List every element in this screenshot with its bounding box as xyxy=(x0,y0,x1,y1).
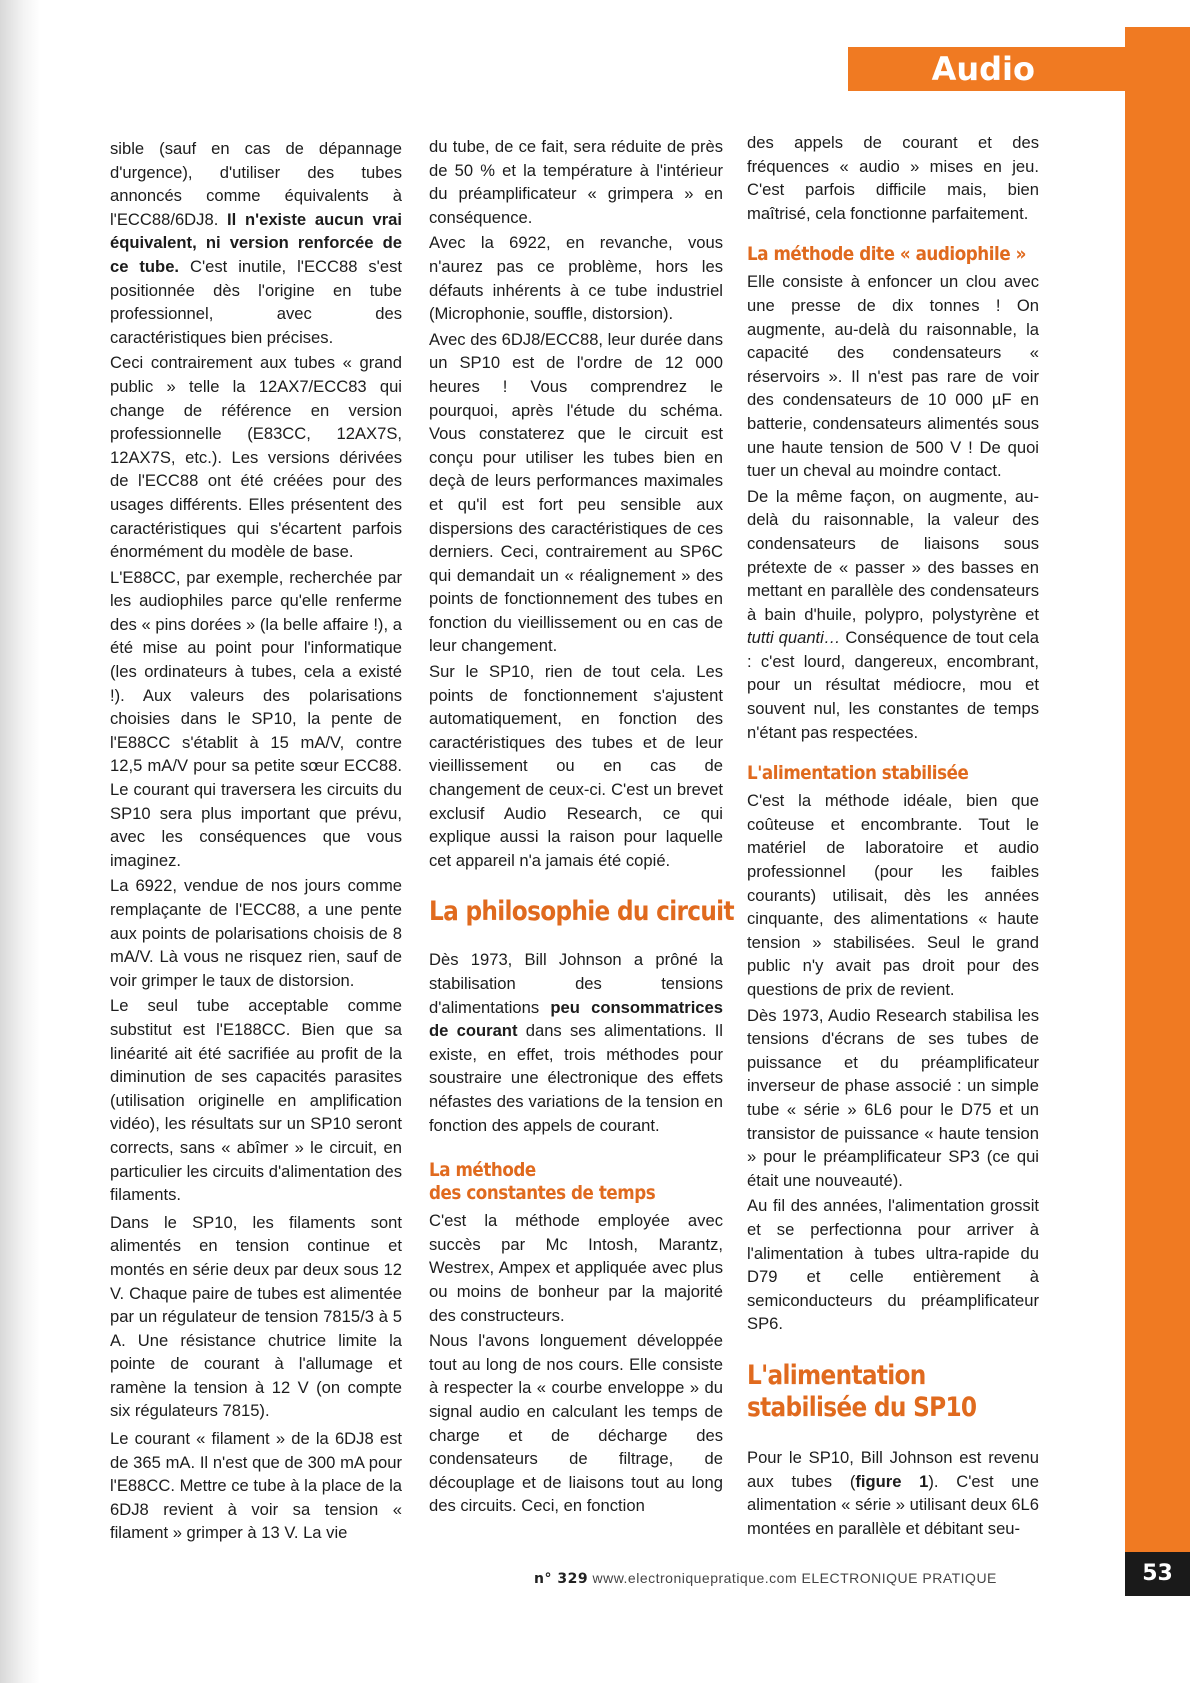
subheading-audiophile: La méthode dite « audiophile » xyxy=(747,243,1026,266)
paragraph: Au fil des années, l'alimentation grossit et se perfectionna pour arriver à l'alimentation à tubes ultra-rapide du D79 et celle entièrement à semiconducteurs du préamplificateur SP6. xyxy=(747,1196,1039,1334)
text: Dès 1973, Bill Johnson a prôné la stabilisation des tensions d'alimentations xyxy=(429,950,723,1017)
italic-text: tutti quanti… xyxy=(747,628,841,648)
text: dans ses alimentations. Il existe, en effet, trois méthodes pour soustraire une électronique des effets néfastes des variations de la tension en fonction des appels de courant. xyxy=(429,1021,723,1135)
magazine-name: ELECTRONIQUE PRATIQUE xyxy=(801,1570,997,1586)
paragraph: La 6922, vendue de nos jours comme remplaçante de l'ECC88, a une pente aux points de polarisations choisis de 8 mA/V. Là vous ne risquez rien, sauf de voir grimper le taux de distorsion. xyxy=(110,876,402,990)
text: Pour le SP10, Bill Johnson est revenu aux tubes ( xyxy=(747,1447,1039,1491)
paragraph xyxy=(747,485,1039,745)
page-number: 53 xyxy=(1125,1552,1190,1596)
paragraph: L'E88CC, par exemple, recherchée par les audiophiles parce qu'elle renferme des « pins dorées » (la belle affaire !), a été mise au point pour l'informatique (les ordinateurs à tubes, cela a existé !). Aux valeurs des polarisations choisies dans le SP10, la pente de l'E88CC s'établit à 15 mA/V, contre 12,5 mA/V pour sa petite sœur ECC88. Le courant qui traversera les circuits du SP10 sera plus important que prévu, avec les conséquences que vous imaginez. xyxy=(110,567,402,870)
paragraph xyxy=(747,1446,1039,1540)
section-heading-sp10-line1: L'alimentation xyxy=(747,1359,926,1391)
paragraph: C'est la méthode employée avec succès par Mc Intosh, Marantz, Westrex, Ampex et appliquée avec plus ou moins de bonheur par la majorité des constructeurs. xyxy=(429,1211,723,1325)
text-column-1 xyxy=(110,137,402,1547)
text: De la même façon, on augmente, au-delà du raisonnable, la valeur des condensateurs de liaisons sous prétexte de « passer » des basses en mettant en parallèle des condensateurs à bain d'huile, polypro, polystyrène et xyxy=(747,486,1039,624)
text: sible (sauf en cas de dépannage d'urgence), d'utiliser des tubes annoncés comme équivalents à l'ECC88/6DJ8. xyxy=(110,139,402,229)
paragraph: Le seul tube acceptable comme substitut est l'E188CC. Bien que sa linéarité ait été sacrifiée au profit de la diminution de ses capacités parasites (utilisation originelle en amplification vidéo), les résultats sur un SP10 seront corrects, sans « abîmer » le circuit, en particulier les circuits d'alimentation des filaments. xyxy=(110,996,402,1205)
text-column-2 xyxy=(429,135,734,1520)
paragraph: Le courant « filament » de la 6DJ8 est de 365 mA. Il n'est que de 300 mA pour l'E88CC. Mettre ce tube à la place de la 6DJ8 revient à voir sa tension « filament » grimper à 13 V. La vie xyxy=(110,1429,402,1543)
bold-text: peu consommatrices de courant xyxy=(429,997,723,1041)
section-heading-philosophie: La philosophie du circuit xyxy=(429,896,734,928)
subheading-methode-line2: des constantes de temps xyxy=(429,1182,656,1205)
text: ). C'est une alimentation « série » utilisant deux 6L6 montées en parallèle et débitant seu- xyxy=(747,1471,1039,1538)
paragraph: Dans le SP10, les filaments sont alimentés en tension continue et montés en série deux par deux sous 12 V. Chaque paire de tubes est alimentée par un régulateur de tension 7815/3 à 5 A. Une résistance chutrice limite la pointe de courant à l'allumage et ramène la tension à 12 V (on compte six régulateurs 7815). xyxy=(110,1212,402,1421)
text: C'est inutile, l'ECC88 s'est positionnée dès l'origine en tube professionnel, avec des caractéristiques bien précises. xyxy=(110,256,402,347)
paragraph: Avec la 6922, en revanche, vous n'aurez pas ce problème, hors les défauts inhérents à ce tube industriel (Microphonie, souffle, distorsion). xyxy=(429,233,723,324)
subheading-methode-line1: La méthode xyxy=(429,1159,536,1182)
section-heading-sp10-line2: stabilisée du SP10 xyxy=(747,1391,977,1423)
paragraph: Elle consiste à enfoncer un clou avec une presse de dix tonnes ! On augmente, au-delà du raisonnable, la capacité des condensateurs « réservoirs ». Il n'est pas rare de voir des condensateurs de 10 000 µF en batterie, condensateurs alimentés sous une haute tension de 500 V ! De quoi tuer un cheval au moindre contact. xyxy=(747,272,1039,481)
bold-text: Il n'existe aucun vrai équivalent, ni version renforcée de ce tube. xyxy=(110,209,402,276)
paragraph: Ceci contrairement aux tubes « grand public » telle la 12AX7/ECC83 qui change de référence en version professionnelle (E83CC, 12AX7S, 12AX7S, etc.). Les versions dérivées de l'ECC88 ont été créées pour des usages différents. Elles présentent des caractéristiques qui s'écartent parfois énormément du modèle de base. xyxy=(110,353,402,562)
paragraph xyxy=(110,137,402,349)
paragraph: Nous l'avons longuement développée tout au long de nos cours. Elle consiste à respecter la « courbe enveloppe » du signal audio en calculant les temps de charge et de décharge des condensateurs de filtrage, de découplage et de liaisons tout au long des circuits. Ceci, en fonction xyxy=(429,1331,723,1516)
bold-text: figure 1 xyxy=(855,1471,929,1491)
issue-number: n° 329 xyxy=(534,1571,589,1587)
text: Conséquence de tout cela : c'est lourd, dangereux, encombrant, pour un résultat médiocre, mou et souvent nul, les constantes de temps n'étant pas respectées. xyxy=(747,628,1039,742)
paragraph: des appels de courant et des fréquences « audio » mises en jeu. C'est parfois difficile mais, bien maîtrisé, cela fonctionne parfaitement. xyxy=(747,133,1039,223)
paragraph xyxy=(429,948,723,1137)
page-footer xyxy=(534,1570,997,1587)
website: www.electroniquepratique.com xyxy=(592,1570,798,1586)
text-column-3 xyxy=(747,131,1039,1542)
paragraph: Dès 1973, Audio Research stabilisa les tensions d'écrans de ses tubes de puissance et du préamplificateur inverseur de phase associé : un simple tube « série » 6L6 pour le D75 et un transistor de puissance « haute tension » pour le préamplificateur SP3 (ce qui était une nouveauté). xyxy=(747,1005,1039,1190)
section-tab: Audio xyxy=(848,47,1125,91)
orange-edge-strip xyxy=(1125,27,1190,1575)
binding-shadow xyxy=(0,0,40,1683)
subheading-stabilisee: L'alimentation stabilisée xyxy=(747,762,969,785)
paragraph: du tube, de ce fait, sera réduite de près de 50 % et la température à l'intérieur du préamplificateur « grimpera » en conséquence. xyxy=(429,137,723,227)
paragraph: C'est la méthode idéale, bien que coûteuse et encombrante. Tout le matériel de laboratoire et audio professionnel (pour les faibles courants) utilisait, dès les années cinquante, des alimentations « haute tension » stabilisées. Seul le grand public n'y avait pas droit pour des questions de prix de revient. xyxy=(747,791,1039,999)
paragraph: Sur le SP10, rien de tout cela. Les points de fonctionnement s'ajustent automatiquement, en fonction des caractéristiques des tubes et de leur vieillissement ou en cas de changement de ceux-ci. C'est un brevet exclusif Audio Research, ce qui explique aussi la raison pour laquelle cet appareil n'a jamais été copié. xyxy=(429,662,723,870)
paragraph: Avec des 6DJ8/ECC88, leur durée dans un SP10 est de l'ordre de 12 000 heures ! Vous comprendrez le pourquoi, après l'étude du schéma. Vous constaterez que le circuit est conçu pour utiliser les tubes bien en deçà de leurs performances maximales et qu'il est fort peu sensible aux dispersions des caractéristiques de ces derniers. Ceci, contrairement au SP6C qui demandait un « réalignement » des points de fonctionnement des tubes en fonction du vieillissement ou en cas de leur changement. xyxy=(429,329,723,656)
